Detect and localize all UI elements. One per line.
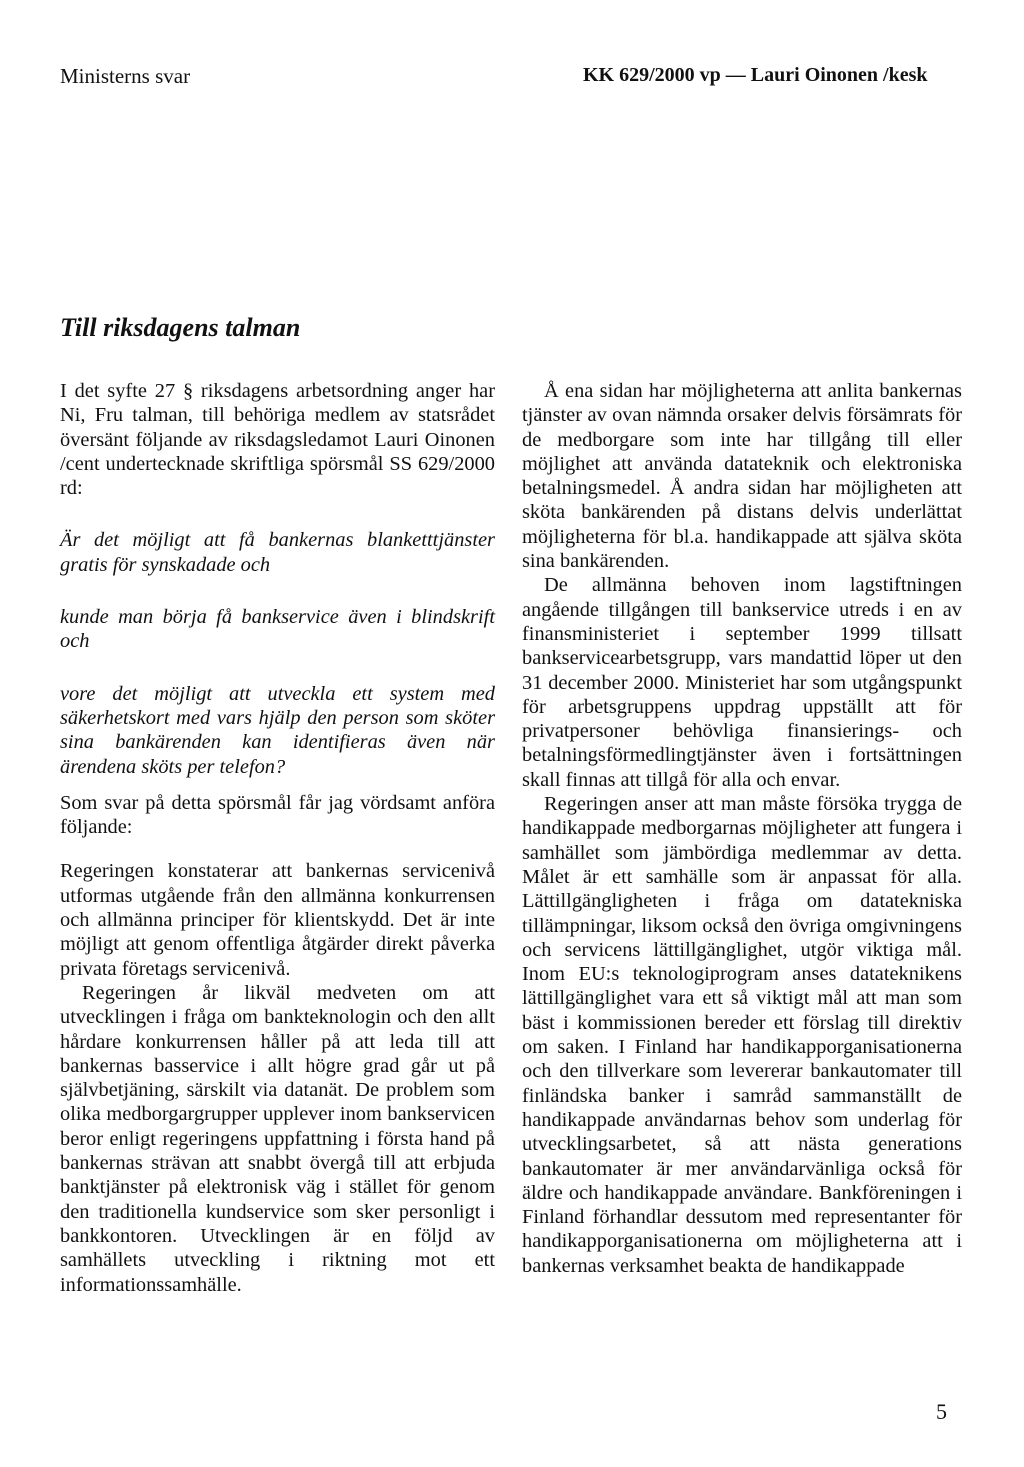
- question-3: vore det möjligt att utveckla ett system med säkerhetskort med vars hjälp den person som sköter sina bankärenden kan identifieras även när ärendena sköts per telefon?: [60, 682, 495, 778]
- question-2: kunde man börja få bankservice även i blindskrift och: [60, 606, 495, 653]
- document-title: Till riksdagens talman: [60, 313, 301, 342]
- header-right: KK 629/2000 vp — Lauri Oinonen /kesk: [583, 64, 928, 86]
- header-left: Ministerns svar: [60, 64, 191, 88]
- left-paragraph-1: Regeringen konstaterar att bankernas servicenivå utformas utgående från den allmänna konkurrensen och allmänna principer för klientskydd. Det är inte möjligt att genom offentliga åtgärder direkt påverka privata företags servicenivå.: [60, 860, 495, 980]
- left-column: [60, 379, 495, 1297]
- answer-intro: Som svar på detta spörsmål får jag vördsamt anföra följande:: [60, 791, 495, 839]
- page-number: 5: [936, 1399, 947, 1424]
- left-paragraph-2: Regeringen år likväl medveten om att utvecklingen i fråga om bankteknologin och den allt hårdare konkurrensen håller på att leda till att bankernas basservice i allt högre grad går ut på självbetjäning, särskilt via datanät. De problem som olika medborgargrupper upplever inom bankservicen beror enligt regeringens uppfattning i första hand på bankernas strävan att snabbt övergå till att erbjuda banktjänster på elektronisk väg i stället för genom den traditionella kundservice som sker personligt i bankkontoren. Utvecklingen är en följd av samhällets utveckling i riktning mot ett informationssamhälle.: [60, 981, 495, 1296]
- right-paragraph-1: Å ena sidan har möjligheterna att anlita bankernas tjänster av ovan nämnda orsaker delvis försämrats för de medborgare som inte har tillgång till eller möjlighet att använda datateknik och elektroniska betalningsmedel. Å andra sidan har möjligheten att sköta bankärenden på distans delvis underlättat möjligheterna för bl.a. handikappade att själva sköta sina bankärenden.: [522, 380, 962, 573]
- right-paragraph-2: De allmänna behoven inom lagstiftningen angående tillgången till bankservice utreds i en av finansministeriet i september 1999 tillsatt bankservicearbetsgrupp, vars mandattid löper ut den 31 december 2000. Ministeriet har som utgångspunkt för arbetsgruppens uppdrag uppställt att för privatpersoner behövliga finansierings- och betalningsförmedlingtjänster även i fortsättningen skall finnas att tillgå för alla och envar.: [522, 574, 962, 791]
- intro-paragraph: I det syfte 27 § riksdagens arbetsordning anger har Ni, Fru talman, till behöriga medlem av statsrådet översänt följande av riksdagsledamot Lauri Oinonen /cent undertecknade skriftliga spörsmål SS 629/2000 rd:: [60, 380, 495, 500]
- right-column: [522, 379, 962, 1278]
- question-1: Är det möjligt att få bankernas blanketttjänster gratis för synskadade och: [60, 529, 495, 576]
- right-paragraph-3: Regeringen anser att man måste försöka trygga de handikappade medborgarnas möjligheter att fungera i samhället som jämbördiga medlemmar av detta. Målet är ett samhälle som är anpassat för alla. Lättillgängligheten i fråga om datatekniska tillämpningar, liksom också den övriga omgivningens och servicens lättillgänglighet, utgör viktiga mål. Inom EU:s teknologiprogram anses datateknikens lättillgänglighet vara ett så viktigt mål att man som bäst i kommissionen bereder ett förslag till direktiv om saken. I Finland har handikapporganisationerna och den tillverkare som levererar bankautomater till finländska banker i samråd sammanställt de handikappade användarnas behov som underlag för utvecklingsarbetet, så att nästa generations bankautomater är mer användarvänliga också för äldre och handikappade användare. Bankföreningen i Finland förhandlar dessutom med representanter för handikapporganisationerna om möjligheterna att i bankernas verksamhet beakta de handikappade: [522, 793, 962, 1277]
